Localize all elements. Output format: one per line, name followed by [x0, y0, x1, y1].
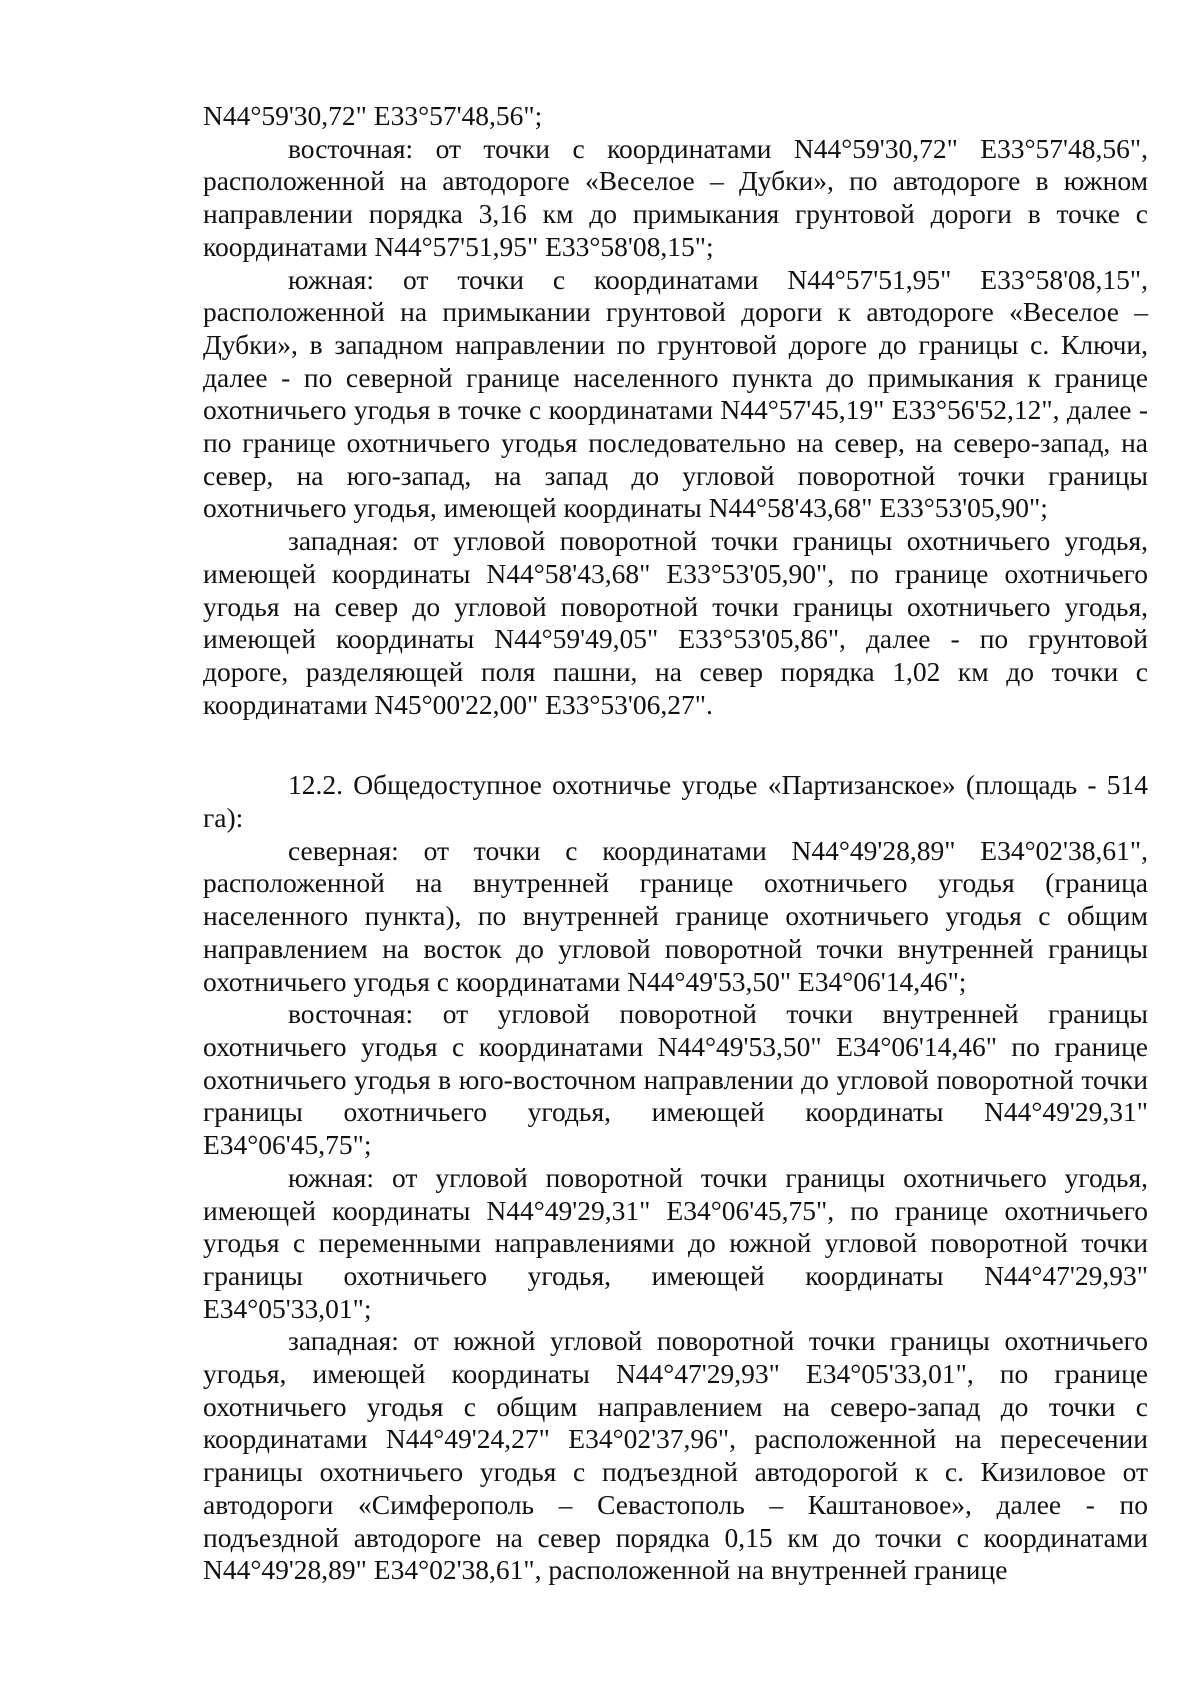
paragraph-south-boundary-12-2: южная: от угловой поворотной точки границы охотничьего угодья, имеющей координаты N44°49'29,31" E34°06'45,75", по границе охотничьего угодья с переменными направлениями до южной угловой поворотной точки границы охотничьего угодья, имеющей координаты N44°47'29,93" E34°05'33,01"; [203, 1161, 1148, 1324]
section-gap [203, 721, 1148, 769]
section-heading-12-2: 12.2. Общедоступное охотничье угодье «Партизанское» (площадь - 514 га): [203, 769, 1148, 834]
paragraph-north-boundary-12-2: северная: от точки с координатами N44°49'28,89" E34°02'38,61", расположенной на внутренней границе охотничьего угодья (граница населенного пункта), по внутренней границе охотничьего угодья с общим направлением на восток до угловой поворотной точки внутренней границы охотничьего угодья с координатами N44°49'53,50" E34°06'14,46"; [203, 834, 1148, 997]
paragraph-east-boundary: восточная: от точки с координатами N44°59'30,72" E33°57'48,56", расположенной на автодороге «Веселое – Дубки», по автодороге в южном направлении порядка 3,16 км до примыкания грунтовой дороги в точке с координатами N44°57'51,95" E33°58'08,15"; [203, 132, 1148, 262]
paragraph-west-boundary: западная: от угловой поворотной точки границы охотничьего угодья, имеющей координаты N44°58'43,68" E33°53'05,90", по границе охотничьего угодья на север до угловой поворотной точки границы охотничьего угодья, имеющей координаты N44°59'49,05" E33°53'05,86", далее - по грунтовой дороге, разделяющей поля пашни, на север порядка 1,02 км до точки с координатами N45°00'22,00" E33°53'06,27". [203, 525, 1148, 720]
paragraph-south-boundary: южная: от точки с координатами N44°57'51,95" E33°58'08,15", расположенной на примыкании грунтовой дороги к автодороге «Веселое – Дубки», в западном направлении по грунтовой дороге до границы с. Ключи, далее - по северной границе населенного пункта до примыкания к границе охотничьего угодья в точке с координатами N44°57'45,19" E33°56'52,12", далее - по границе охотничьего угодья последовательно на север, на северо-запад, на север, на юго-запад, на запад до угловой поворотной точки границы охотничьего угодья, имеющей координаты N44°58'43,68" E33°53'05,90"; [203, 263, 1148, 524]
document-page [203, 100, 1148, 1587]
paragraph-west-boundary-12-2: западная: от южной угловой поворотной точки границы охотничьего угодья, имеющей координаты N44°47'29,93" E34°05'33,01", по границе охотничьего угодья с общим направлением на северо-запад до точки с координатами N44°49'24,27" E34°02'37,96", расположенной на пересечении границы охотничьего угодья с подъездной автодорогой к с. Кизиловое от автодороги «Симферополь – Севастополь – Каштановое», далее - по подъездной автодороге на север порядка 0,15 км до точки с координатами N44°49'28,89" E34°02'38,61", расположенной на внутренней границе [203, 1325, 1148, 1586]
paragraph-east-boundary-12-2: восточная: от угловой поворотной точки внутренней границы охотничьего угодья с координатами N44°49'53,50" E34°06'14,46" по границе охотничьего угодья в юго-восточном направлении до угловой поворотной точки границы охотничьего угодья, имеющей координаты N44°49'29,31" E34°06'45,75"; [203, 998, 1148, 1161]
paragraph-continuation: N44°59'30,72" E33°57'48,56"; [203, 100, 543, 131]
